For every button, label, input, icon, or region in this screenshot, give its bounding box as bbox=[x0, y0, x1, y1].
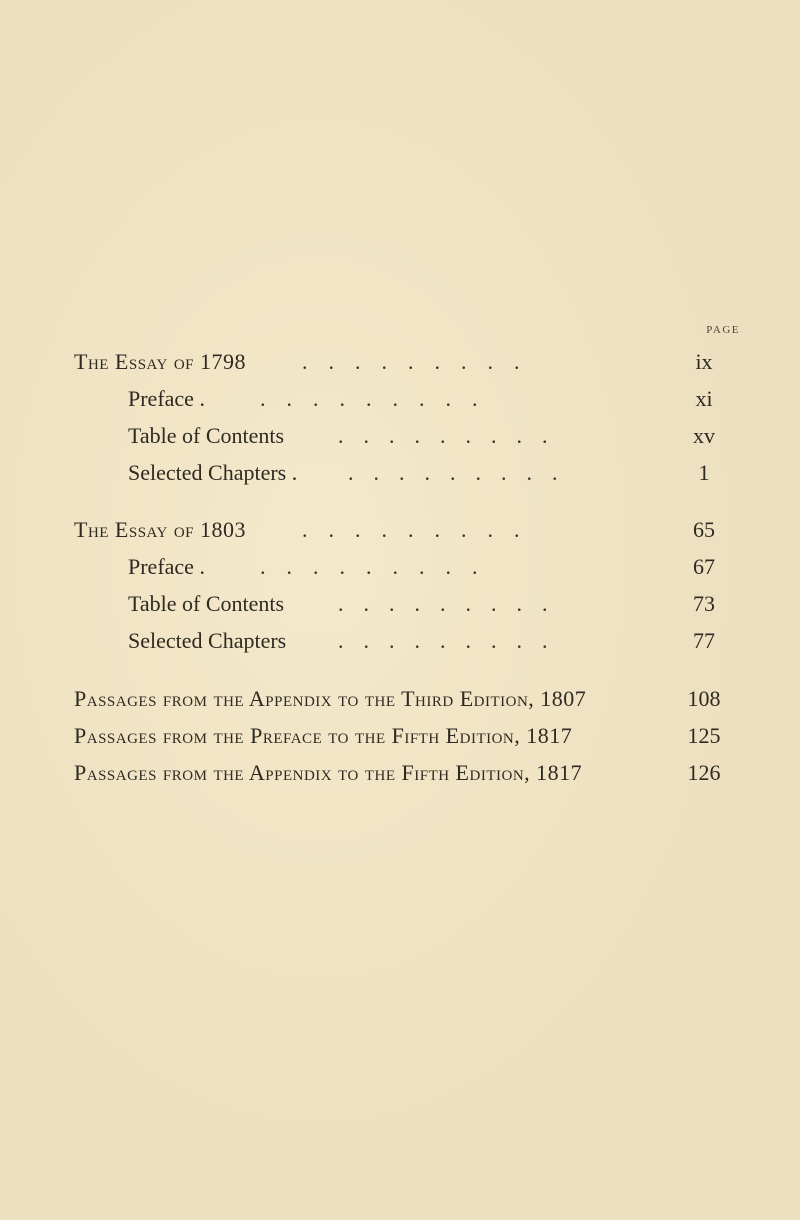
toc-entry-selected-chapters-1803 bbox=[128, 626, 754, 656]
toc-entry-title: Preface . bbox=[128, 386, 205, 411]
dot-leader: ......... bbox=[302, 349, 541, 374]
toc-entry-page: 125 bbox=[687, 723, 721, 748]
toc-entry-table-of-contents-1803 bbox=[128, 589, 754, 619]
toc-entry-appendix-fifth-edition bbox=[74, 758, 754, 788]
toc-entry-essay-1803 bbox=[74, 515, 754, 545]
toc-entry-page: xv bbox=[693, 423, 715, 448]
toc-entry-essay-1798 bbox=[74, 347, 754, 377]
toc-entry-page: 73 bbox=[693, 591, 715, 616]
dot-leader: ......... bbox=[338, 423, 568, 448]
dot-leader: ......... bbox=[348, 460, 578, 485]
dot-leader: ......... bbox=[260, 386, 499, 411]
toc-entry-page: xi bbox=[695, 386, 713, 411]
toc-entry-title: Passages from the Appendix to the Fifth Edition, 1817 bbox=[74, 760, 583, 785]
toc-entry-title: Preface . bbox=[128, 554, 205, 579]
dot-leader: ......... bbox=[260, 554, 499, 579]
toc-entry-page: 67 bbox=[693, 554, 715, 579]
toc-entry-preface-1798 bbox=[128, 384, 754, 414]
page-column-label: PAGE bbox=[706, 324, 740, 336]
toc-entry-title: Passages from the Appendix to the Third Edition, 1807 bbox=[74, 686, 587, 711]
toc-entry-title: Selected Chapters bbox=[128, 628, 287, 653]
dot-leader: ......... bbox=[302, 517, 541, 542]
toc-entry-selected-chapters-1798 bbox=[128, 458, 754, 488]
toc-entry-preface-fifth-edition bbox=[74, 721, 754, 751]
dot-leader: ......... bbox=[338, 591, 568, 616]
toc-entry-title: The Essay of 1798 bbox=[74, 349, 247, 374]
toc-entry-page: 1 bbox=[698, 460, 710, 485]
toc-entry-title: Table of Contents bbox=[128, 591, 285, 616]
toc-entry-page: 65 bbox=[693, 517, 715, 542]
toc-entry-title: The Essay of 1803 bbox=[74, 517, 247, 542]
toc-entry-appendix-third-edition bbox=[74, 684, 754, 714]
toc-entry-title: Selected Chapters . bbox=[128, 460, 298, 485]
toc-entry-title: Table of Contents bbox=[128, 423, 285, 448]
toc-entry-table-of-contents-1798 bbox=[128, 421, 754, 451]
toc-entry-preface-1803 bbox=[128, 552, 754, 582]
dot-leader: ......... bbox=[338, 628, 568, 653]
toc-entry-page: 108 bbox=[687, 686, 721, 711]
toc-entry-page: ix bbox=[695, 349, 713, 374]
toc-entry-title: Passages from the Preface to the Fifth Edition, 1817 bbox=[74, 723, 573, 748]
toc-entry-page: 126 bbox=[687, 760, 721, 785]
toc-entry-page: 77 bbox=[693, 628, 715, 653]
